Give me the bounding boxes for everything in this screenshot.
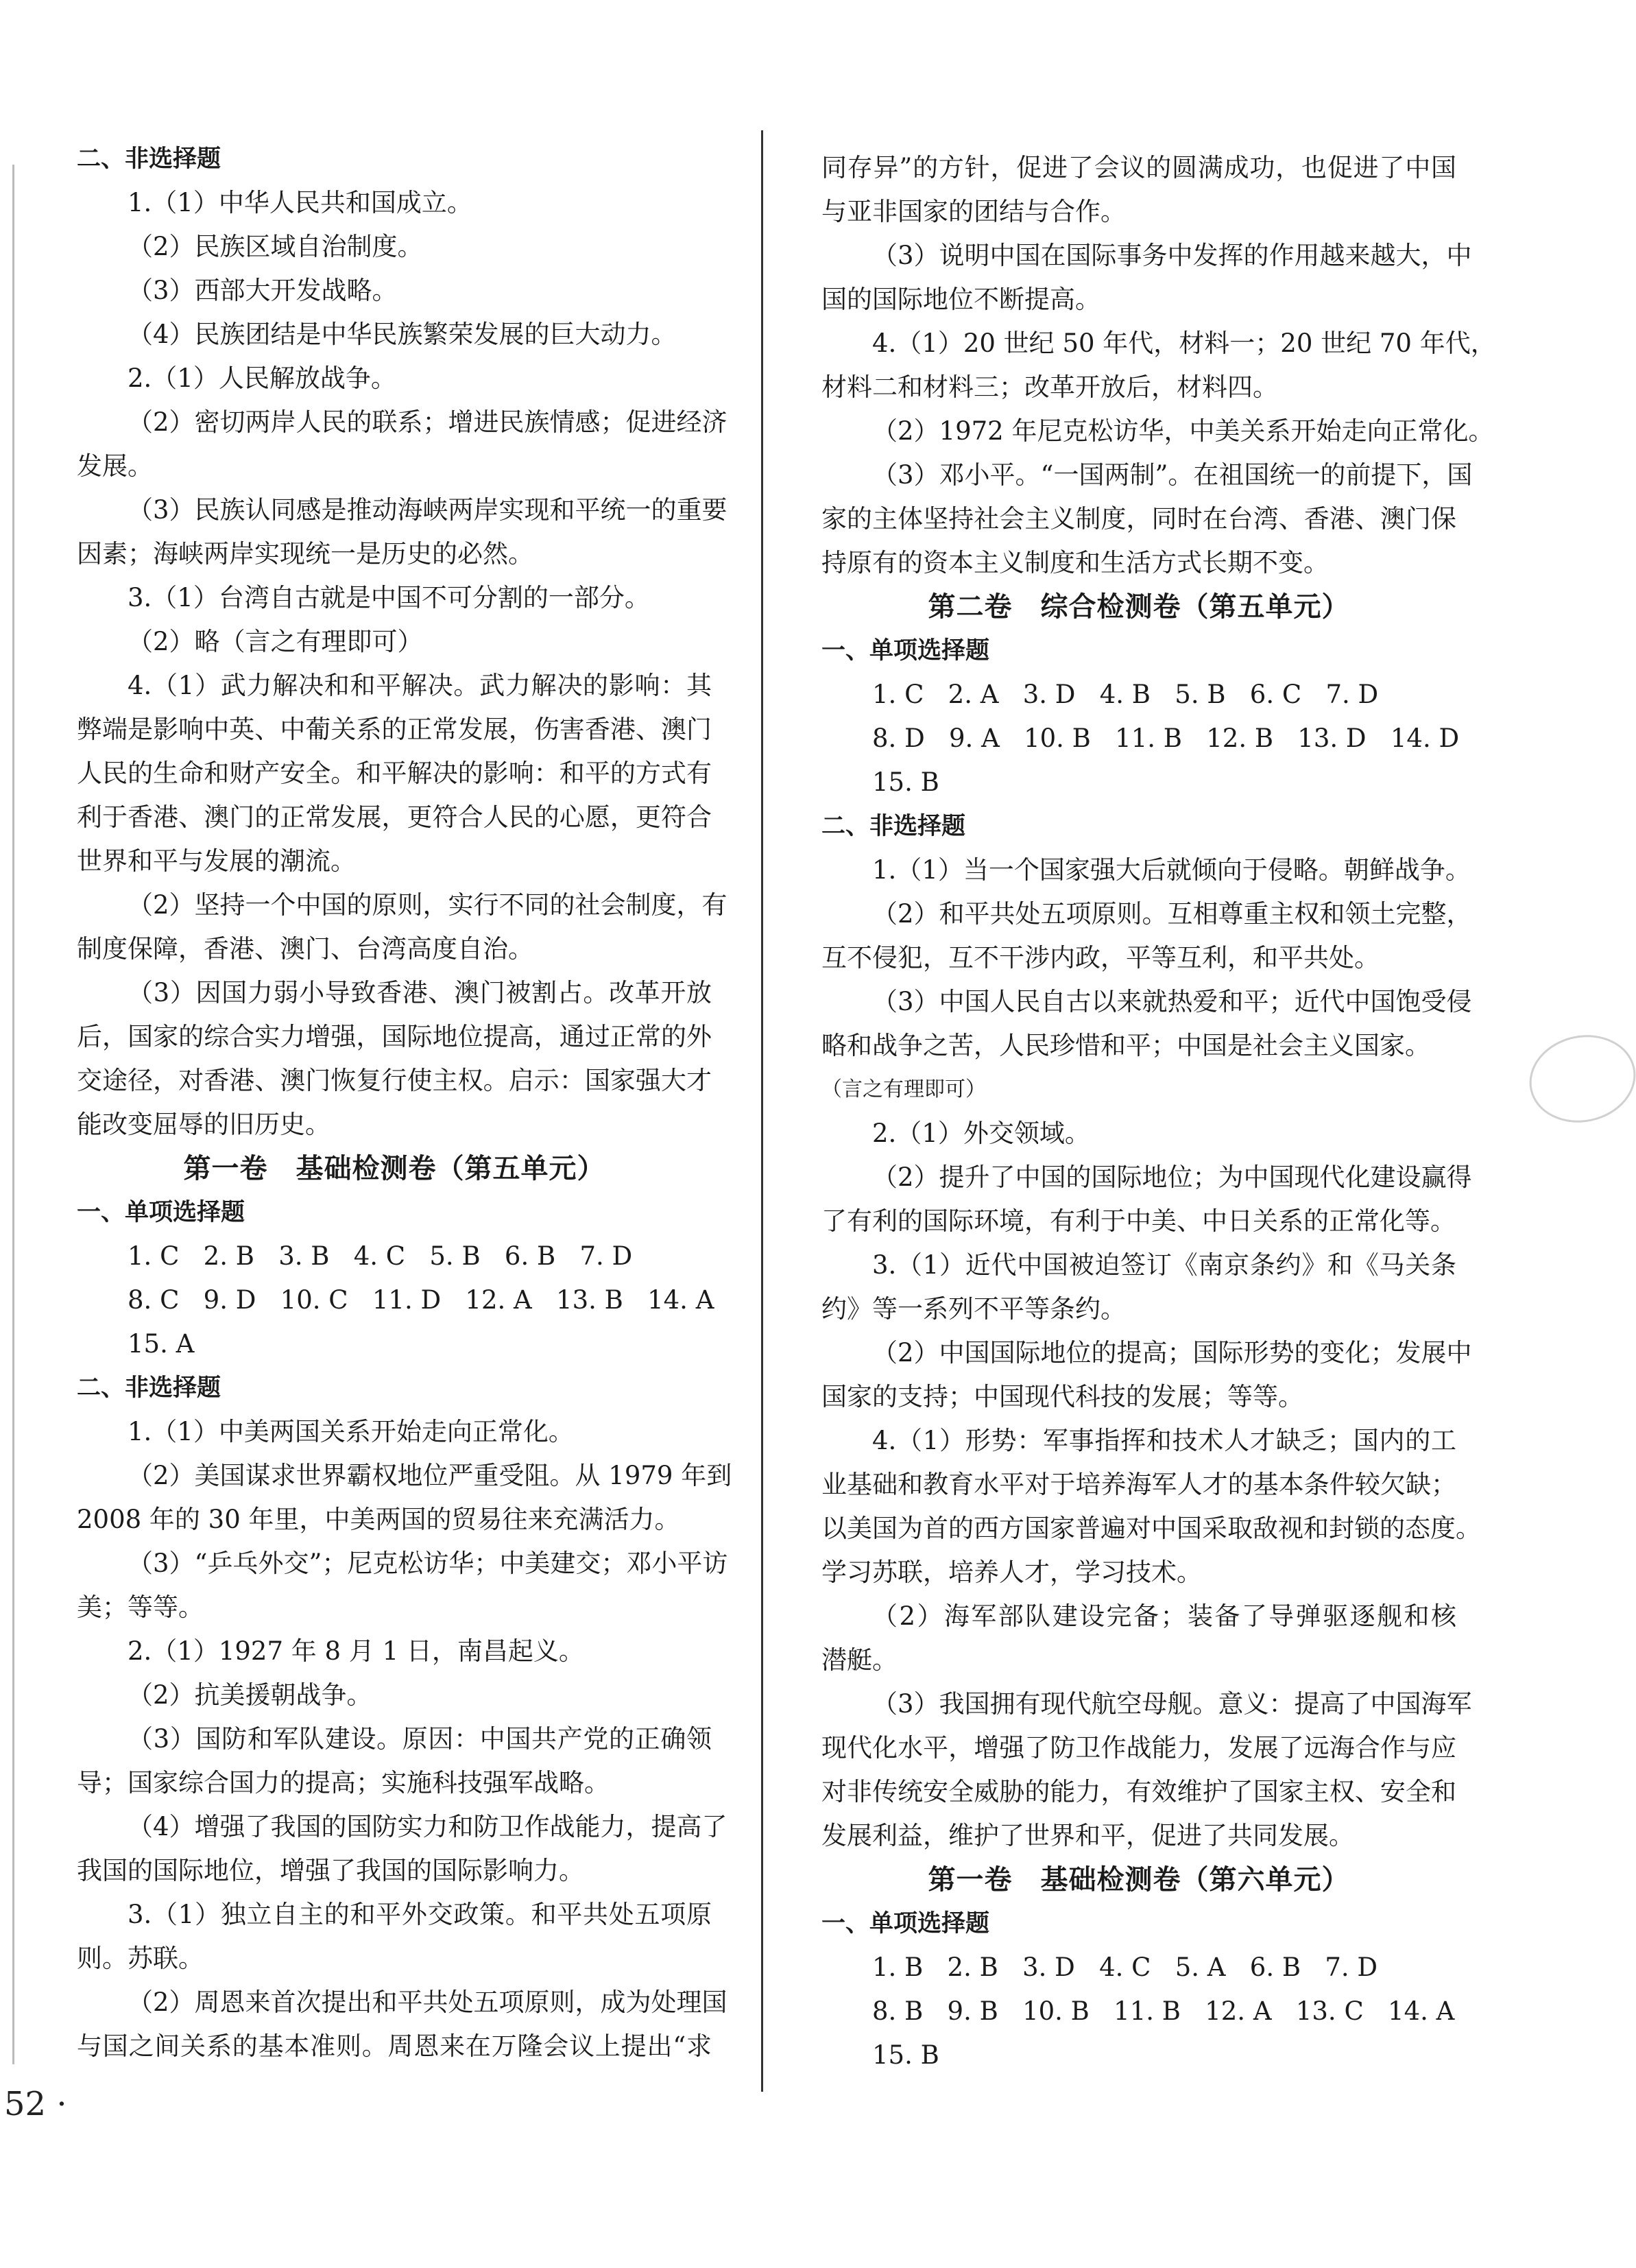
text-line: （言之有理即可） — [821, 1077, 986, 1101]
answer-choices-line: 8. D 9. A 10. B 11. B 12. B 13. D 14. D — [872, 724, 1460, 753]
text-line: （3）邓小平。“一国两制”。在祖国统一的前提下，国 — [872, 460, 1473, 490]
text-line: 与亚非国家的团结与合作。 — [821, 197, 1126, 226]
text-line: （2）坚持一个中国的原则，实行不同的社会制度，有 — [128, 890, 727, 920]
text-line: （2）密切两岸人民的联系；增进民族情感；促进经济 — [128, 407, 727, 437]
text-line: （2）周恩来首次提出和平共处五项原则，成为处理国 — [128, 1988, 727, 2017]
text-line: （2）略（言之有理即可） — [128, 627, 423, 656]
text-line: （4）增强了我国的国防实力和防卫作战能力，提高了 — [128, 1812, 727, 1841]
answer-choices-line: 8. C 9. D 10. C 11. D 12. A 13. B 14. A — [128, 1285, 714, 1315]
answer-choices-line: 8. B 9. B 10. B 11. B 12. A 13. C 14. A — [872, 1996, 1455, 2026]
question-type-heading: 一、单项选择题 — [77, 1199, 245, 1226]
answer-choices-line: 15. B — [872, 2040, 939, 2070]
text-line: 1.（1）中华人民共和国成立。 — [128, 188, 472, 217]
text-line: 发展。 — [77, 451, 153, 481]
text-line: 互不侵犯，互不干涉内政，平等互利，和平共处。 — [821, 943, 1380, 972]
text-line: 现代化水平，增强了防卫作战能力，发展了远海合作与应 — [821, 1733, 1456, 1763]
text-line: 利于香港、澳门的正常发展，更符合人民的心愿，更符合 — [77, 802, 712, 832]
text-line: 4.（1）形势：军事指挥和技术人才缺乏；国内的工 — [872, 1426, 1456, 1455]
text-line: 3.（1）独立自主的和平外交政策。和平共处五项原 — [128, 1900, 712, 1929]
text-line: （3）“乒乓外交”；尼克松访华；中美建交；邓小平访 — [128, 1549, 728, 1578]
right-column — [821, 146, 1496, 2077]
text-line: 约》等一系列不平等条约。 — [821, 1294, 1126, 1324]
answer-choices-line: 15. B — [872, 767, 939, 797]
text-line: （2）1972 年尼克松访华，中美关系开始走向正常化。 — [872, 416, 1494, 446]
text-line: 材料二和材料三；改革开放后，材料四。 — [821, 372, 1278, 402]
text-line: 了有利的国际环境，有利于中美、中日关系的正常化等。 — [821, 1206, 1456, 1236]
text-line: （3）西部大开发战略。 — [128, 276, 398, 305]
text-line: 则。苏联。 — [77, 1944, 204, 1973]
text-line: 制度保障，香港、澳门、台湾高度自治。 — [77, 934, 533, 964]
text-line: 4.（1）20 世纪 50 年代，材料一；20 世纪 70 年代， — [872, 329, 1496, 358]
text-line: 4.（1）武力解决和和平解决。武力解决的影响：其 — [128, 671, 712, 700]
text-line: 学习苏联，培养人才，学习技术。 — [821, 1557, 1202, 1587]
text-line: （3）国防和军队建设。原因：中国共产党的正确领 — [128, 1724, 712, 1754]
text-line: （2）和平共处五项原则。互相尊重主权和领土完整， — [872, 899, 1472, 929]
text-line: 1.（1）中美两国关系开始走向正常化。 — [128, 1417, 574, 1446]
text-line: 我国的国际地位，增强了我国的国际影响力。 — [77, 1856, 584, 1885]
text-line: 与国之间关系的基本准则。周恩来在万隆会议上提出“求 — [77, 2031, 712, 2061]
question-type-heading: 一、单项选择题 — [821, 1910, 990, 1937]
text-line: 1.（1）当一个国家强大后就倾向于侵略。朝鲜战争。 — [872, 855, 1471, 885]
text-line: 家的主体坚持社会主义制度，同时在台湾、香港、澳门保 — [821, 504, 1456, 534]
text-line: 国家的支持；中国现代科技的发展；等等。 — [821, 1382, 1303, 1411]
text-line: （3）因国力弱小导致香港、澳门被割占。改革开放 — [128, 978, 712, 1007]
answer-choices-line: 15. A — [128, 1329, 195, 1359]
text-line: （2）民族区域自治制度。 — [128, 232, 423, 261]
text-line: 人民的生命和财产安全。和平解决的影响：和平的方式有 — [77, 759, 712, 788]
text-line: 潜艇。 — [821, 1645, 898, 1675]
section-title: 第一卷 基础检测卷（第五单元） — [183, 1153, 605, 1184]
text-line: （3）中国人民自古以来就热爱和平；近代中国饱受侵 — [872, 987, 1472, 1016]
section-title: 第二卷 综合检测卷（第五单元） — [928, 591, 1350, 623]
text-line: 国的国际地位不断提高。 — [821, 285, 1100, 314]
question-type-heading: 二、非选择题 — [77, 145, 221, 173]
text-line: 略和战争之苦，人民珍惜和平；中国是社会主义国家。 — [821, 1031, 1430, 1060]
binding-margin-line — [12, 165, 14, 2064]
text-line: 持原有的资本主义制度和生活方式长期不变。 — [821, 548, 1329, 577]
answer-choices-line: 1. B 2. B 3. D 4. C 5. A 6. B 7. D — [872, 1953, 1378, 1982]
text-line: （2）美国谋求世界霸权地位严重受阻。从 1979 年到 — [128, 1461, 732, 1490]
text-line: 业基础和教育水平对于培养海军人才的基本条件较欠缺； — [821, 1470, 1456, 1499]
left-column — [77, 137, 732, 2068]
answer-choices-line: 1. C 2. B 3. B 4. C 5. B 6. B 7. D — [128, 1241, 633, 1271]
text-line: （3）我国拥有现代航空母舰。意义：提高了中国海军 — [872, 1689, 1472, 1719]
text-line: 后，国家的综合实力增强，国际地位提高，通过正常的外 — [77, 1022, 712, 1051]
section-title: 第一卷 基础检测卷（第六单元） — [928, 1864, 1350, 1896]
text-line: （3）民族认同感是推动海峡两岸实现和平统一的重要 — [128, 495, 727, 525]
question-type-heading: 二、非选择题 — [77, 1374, 221, 1402]
text-line: （3）说明中国在国际事务中发挥的作用越来越大，中 — [872, 241, 1472, 270]
text-line: 对非传统安全威胁的能力，有效维护了国家主权、安全和 — [821, 1777, 1456, 1806]
text-line: 2.（1）外交领域。 — [872, 1119, 1090, 1148]
text-line: 因素；海峡两岸实现统一是历史的必然。 — [77, 539, 533, 569]
text-line: 2.（1）人民解放战争。 — [128, 363, 396, 393]
page-number: 52 · — [4, 2085, 67, 2123]
text-line: 2008 年的 30 年里，中美两国的贸易往来充满活力。 — [77, 1505, 680, 1534]
text-line: 同存异”的方针，促进了会议的圆满成功，也促进了中国 — [821, 153, 1456, 182]
text-line: 3.（1）台湾自古就是中国不可分割的一部分。 — [128, 583, 650, 612]
text-line: （4）民族团结是中华民族繁荣发展的巨大动力。 — [128, 320, 677, 349]
text-line: （2）海军部队建设完备；装备了导弹驱逐舰和核 — [872, 1601, 1456, 1631]
text-line: 2.（1）1927 年 8 月 1 日，南昌起义。 — [128, 1636, 584, 1666]
question-type-heading: 一、单项选择题 — [821, 637, 990, 665]
text-line: （2）中国国际地位的提高；国际形势的变化；发展中 — [872, 1338, 1472, 1368]
text-line: 发展利益，维护了世界和平，促进了共同发展。 — [821, 1821, 1354, 1850]
answer-choices-line: 1. C 2. A 3. D 4. B 5. B 6. C 7. D — [872, 680, 1379, 709]
text-line: 3.（1）近代中国被迫签订《南京条约》和《马关条 — [872, 1250, 1456, 1280]
text-line: 能改变屈辱的旧历史。 — [77, 1110, 330, 1139]
text-line: 交途径，对香港、澳门恢复行使主权。启示：国家强大才 — [77, 1066, 712, 1095]
text-line: 弊端是影响中英、中葡关系的正常发展，伤害香港、澳门 — [77, 715, 712, 744]
watermark-stamp — [1521, 1025, 1636, 1132]
text-line: 美；等等。 — [77, 1592, 204, 1622]
text-line: （2）抗美援朝战争。 — [128, 1680, 372, 1710]
text-line: 以美国为首的西方国家普遍对中国采取敌视和封锁的态度。 — [821, 1514, 1481, 1543]
text-line: （2）提升了中国的国际地位；为中国现代化建设赢得 — [872, 1162, 1472, 1192]
text-line: 导；国家综合国力的提高；实施科技强军战略。 — [77, 1768, 610, 1798]
text-line: 世界和平与发展的潮流。 — [77, 846, 356, 876]
question-type-heading: 二、非选择题 — [821, 813, 966, 840]
column-divider — [761, 130, 763, 2092]
